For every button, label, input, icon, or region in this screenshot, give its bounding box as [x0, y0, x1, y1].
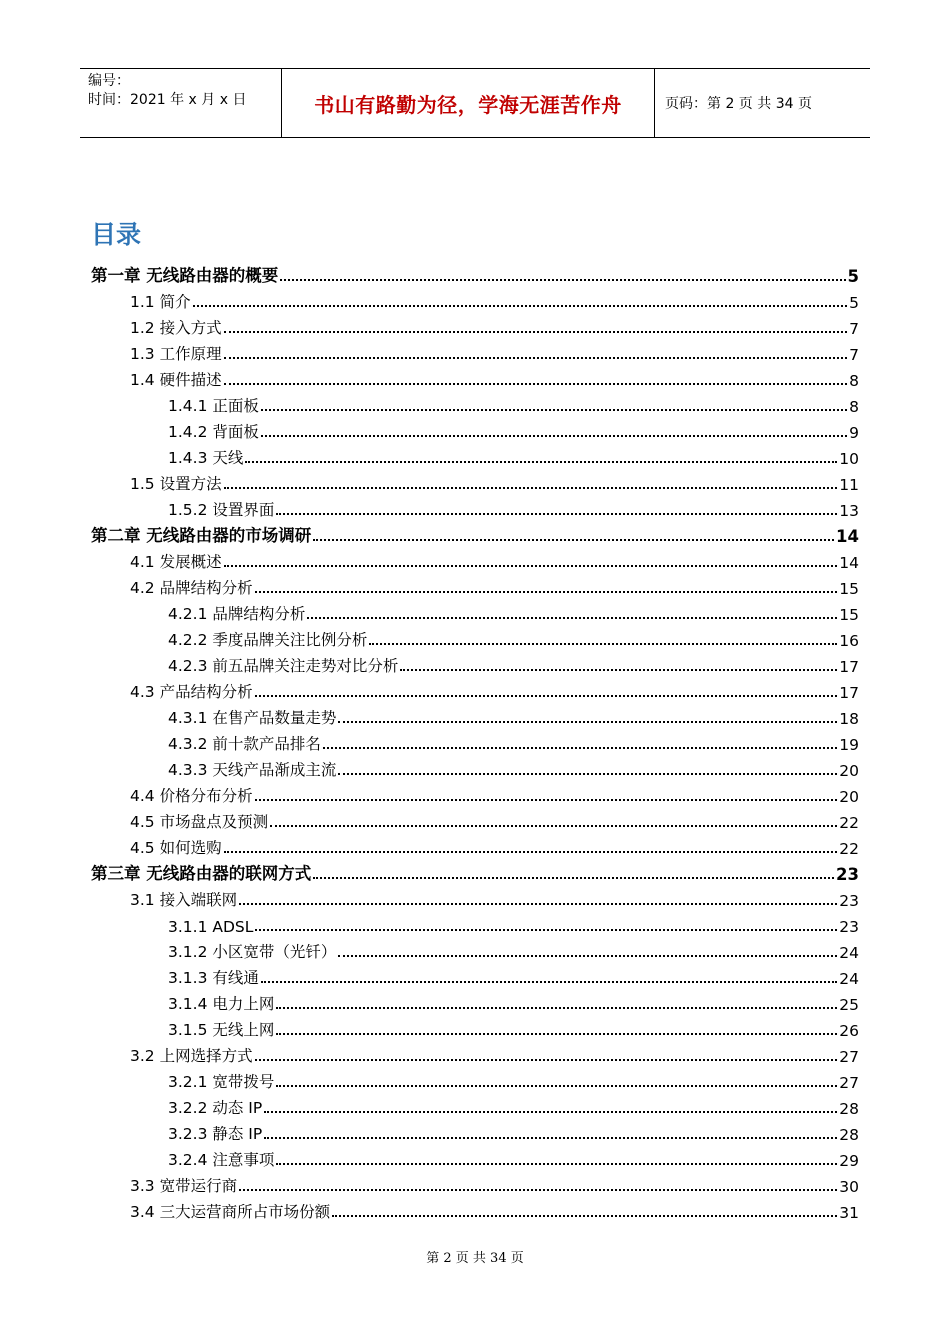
- toc-entry[interactable]: [91, 546, 859, 572]
- toc-entry[interactable]: [91, 572, 859, 598]
- toc-entry[interactable]: [91, 988, 859, 1014]
- toc-entry-page: 7: [849, 346, 859, 364]
- toc-entry[interactable]: [91, 754, 859, 780]
- toc-entry[interactable]: [91, 962, 859, 988]
- toc-dot-leader: [338, 773, 837, 775]
- toc-entry-page: 5: [847, 267, 859, 286]
- toc-entry-title: 4.3.3 天线产品渐成主流: [168, 761, 337, 779]
- toc-entry-page: 22: [839, 840, 859, 858]
- toc-entry-page: 26: [839, 1022, 859, 1040]
- toc-dot-leader: [338, 721, 837, 723]
- toc-dot-leader: [261, 435, 847, 437]
- toc-entry-page: 27: [839, 1074, 859, 1092]
- toc-entry[interactable]: [91, 780, 859, 806]
- toc-entry[interactable]: [91, 1014, 859, 1040]
- toc-entry-title: 1.4 硬件描述: [130, 371, 222, 389]
- toc-dot-leader: [224, 851, 838, 853]
- toc-entry-page: 22: [839, 814, 859, 832]
- toc-entry[interactable]: [91, 468, 859, 494]
- toc-entry[interactable]: [91, 1170, 859, 1196]
- toc-entry[interactable]: [91, 624, 859, 650]
- toc-entry-title: 1.4.2 背面板: [168, 423, 259, 441]
- toc-dot-leader: [270, 825, 837, 827]
- toc-dot-leader: [255, 695, 838, 697]
- toc-dot-leader: [239, 903, 837, 905]
- toc-dot-leader: [276, 1085, 837, 1087]
- toc-dot-leader: [307, 617, 837, 619]
- toc-dot-leader: [264, 1111, 837, 1113]
- toc-dot-leader: [193, 305, 848, 307]
- toc-dot-leader: [400, 669, 837, 671]
- toc-title: 目录: [91, 220, 142, 249]
- toc-entry[interactable]: [91, 728, 859, 754]
- toc-entry-page: 20: [839, 788, 859, 806]
- toc-dot-leader: [224, 357, 848, 359]
- toc-entry[interactable]: [91, 338, 859, 364]
- toc-entry-title: 1.2 接入方式: [130, 319, 222, 337]
- toc-entry[interactable]: [91, 364, 859, 390]
- toc-entry-page: 23: [839, 892, 859, 910]
- toc-entry-page: 11: [839, 476, 859, 494]
- toc-dot-leader: [280, 279, 845, 281]
- toc-entry-title: 3.1.4 电力上网: [168, 995, 275, 1013]
- toc-dot-leader: [313, 877, 834, 879]
- toc-entry-title: 3.2.1 宽带拨号: [168, 1073, 275, 1091]
- toc-entry-page: 14: [839, 554, 859, 572]
- toc-entry-title: 第三章 无线路由器的联网方式: [91, 864, 312, 883]
- toc-entry[interactable]: [91, 494, 859, 520]
- toc-dot-leader: [276, 1033, 837, 1035]
- toc-entry-page: 29: [839, 1152, 859, 1170]
- toc-entry[interactable]: [91, 702, 859, 728]
- toc-dot-leader: [255, 929, 837, 931]
- toc-entry-page: 23: [839, 918, 859, 936]
- toc-entry-page: 31: [839, 1204, 859, 1222]
- toc-entry-page: 16: [839, 632, 859, 650]
- toc-dot-leader: [224, 565, 838, 567]
- toc-entry-page: 9: [849, 424, 859, 442]
- toc-dot-leader: [276, 1163, 837, 1165]
- toc-dot-leader: [264, 1137, 837, 1139]
- toc-entry-page: 7: [849, 320, 859, 338]
- toc-entry-title: 1.1 简介: [130, 293, 191, 311]
- toc-entry-title: 1.5.2 设置界面: [168, 501, 275, 519]
- toc-entry-title: 第一章 无线路由器的概要: [91, 266, 279, 285]
- toc-dot-leader: [224, 383, 848, 385]
- toc-entry[interactable]: [91, 286, 859, 312]
- toc-dot-leader: [313, 539, 834, 541]
- toc-entry[interactable]: [91, 676, 859, 702]
- toc-entry-title: 第二章 无线路由器的市场调研: [91, 526, 312, 545]
- toc-entry[interactable]: [91, 416, 859, 442]
- toc-entry-title: 3.1 接入端联网: [130, 891, 238, 909]
- toc-entry[interactable]: [91, 936, 859, 962]
- toc-entry-title: 4.3 产品结构分析: [130, 683, 253, 701]
- toc-entry-page: 10: [839, 450, 859, 468]
- toc-dot-leader: [261, 409, 847, 411]
- toc-entry-page: 8: [849, 372, 859, 390]
- toc-entry[interactable]: [91, 1144, 859, 1170]
- toc-entry[interactable]: [91, 650, 859, 676]
- header-info-cell: [80, 69, 282, 137]
- toc-entry-page: 15: [839, 580, 859, 598]
- toc-entry-page: 15: [839, 606, 859, 624]
- toc-entry[interactable]: [91, 1118, 859, 1144]
- toc-entry-page: 8: [849, 398, 859, 416]
- toc-entry[interactable]: [91, 858, 859, 884]
- toc-entry-title: 3.1.1 ADSL: [168, 918, 254, 936]
- toc-dot-leader: [276, 513, 837, 515]
- toc-entry-title: 3.4 三大运营商所占市场份额: [130, 1203, 331, 1221]
- toc-entry-title: 4.1 发展概述: [130, 553, 222, 571]
- toc-entry-page: 30: [839, 1178, 859, 1196]
- toc-entry-title: 1.4.3 天线: [168, 449, 244, 467]
- toc-dot-leader: [255, 591, 838, 593]
- toc-dot-leader: [323, 747, 837, 749]
- toc-entry-page: 23: [836, 865, 859, 884]
- toc-entry-page: 13: [839, 502, 859, 520]
- toc-dot-leader: [332, 1215, 837, 1217]
- toc-dot-leader: [276, 1007, 837, 1009]
- page-footer: 第 2 页 共 34 页: [426, 1251, 524, 1266]
- header-page-label: 页码：第 2 页 共 34 页: [665, 96, 812, 112]
- toc-entry-title: 4.3.1 在售产品数量走势: [168, 709, 337, 727]
- toc-entry-title: 3.1.3 有线通: [168, 969, 259, 987]
- toc-entry[interactable]: [91, 884, 859, 910]
- toc-entry-title: 1.3 工作原理: [130, 345, 222, 363]
- toc-entry-title: 4.2.3 前五品牌关注走势对比分析: [168, 657, 399, 675]
- toc-entry[interactable]: [91, 312, 859, 338]
- toc-entry-title: 4.4 价格分布分析: [130, 787, 253, 805]
- page-header: [80, 68, 870, 138]
- toc-entry-title: 3.2.2 动态 IP: [168, 1099, 263, 1117]
- header-page-cell: [655, 69, 870, 137]
- toc-entry[interactable]: [91, 390, 859, 416]
- toc-entry-title: 3.2.4 注意事项: [168, 1151, 275, 1169]
- toc-entry[interactable]: [91, 260, 859, 286]
- toc-entry[interactable]: [91, 832, 859, 858]
- toc-entry-title: 3.2.3 静态 IP: [168, 1125, 263, 1143]
- toc-entry-title: 4.3.2 前十款产品排名: [168, 735, 321, 753]
- toc-dot-leader: [255, 799, 838, 801]
- toc-entry-page: 27: [839, 1048, 859, 1066]
- toc-entry[interactable]: [91, 1092, 859, 1118]
- toc-entry-page: 19: [839, 736, 859, 754]
- toc-dot-leader: [369, 643, 837, 645]
- toc-entry-title: 1.4.1 正面板: [168, 397, 259, 415]
- toc-entry-page: 24: [839, 970, 859, 988]
- toc-entry[interactable]: [91, 806, 859, 832]
- toc-entry-page: 17: [839, 658, 859, 676]
- toc-entry-title: 3.1.2 小区宽带（光钎）: [168, 943, 337, 961]
- toc-dot-leader: [245, 461, 837, 463]
- document-number-label: 编号：: [88, 73, 130, 89]
- toc-entry-page: 28: [839, 1126, 859, 1144]
- toc-dot-leader: [224, 331, 848, 333]
- toc-entry[interactable]: [91, 910, 859, 936]
- toc-dot-leader: [239, 1189, 837, 1191]
- toc-entry-page: 17: [839, 684, 859, 702]
- toc-entry-title: 4.5 市场盘点及预测: [130, 813, 269, 831]
- toc-entry-title: 4.5 如何选购: [130, 839, 222, 857]
- toc-entry[interactable]: [91, 520, 859, 546]
- toc-dot-leader: [261, 981, 837, 983]
- toc-dot-leader: [255, 1059, 838, 1061]
- toc-entry-title: 3.3 宽带运行商: [130, 1177, 238, 1195]
- toc-entry-title: 3.2 上网选择方式: [130, 1047, 253, 1065]
- toc-entry-title: 1.5 设置方法: [130, 475, 222, 493]
- toc-dot-leader: [224, 487, 838, 489]
- header-motto: 书山有路勤为径，学海无涯苦作舟: [314, 92, 622, 117]
- toc-entry-title: 4.2 品牌结构分析: [130, 579, 253, 597]
- toc-entry[interactable]: [91, 1040, 859, 1066]
- toc-entry-title: 4.2.2 季度品牌关注比例分析: [168, 631, 368, 649]
- toc-entry[interactable]: [91, 1066, 859, 1092]
- header-motto-cell: [282, 69, 655, 137]
- toc-entry[interactable]: [91, 442, 859, 468]
- toc-entry-page: 25: [839, 996, 859, 1014]
- document-date-label: 时间：2021 年 x 月 x 日: [88, 92, 247, 108]
- toc-dot-leader: [338, 955, 837, 957]
- toc-entry-page: 24: [839, 944, 859, 962]
- table-of-contents: [91, 260, 859, 1222]
- toc-entry[interactable]: [91, 598, 859, 624]
- toc-entry-title: 4.2.1 品牌结构分析: [168, 605, 306, 623]
- toc-entry-page: 5: [849, 294, 859, 312]
- toc-entry-page: 20: [839, 762, 859, 780]
- toc-entry-page: 18: [839, 710, 859, 728]
- toc-entry[interactable]: [91, 1196, 859, 1222]
- toc-entry-page: 14: [836, 527, 859, 546]
- toc-entry-title: 3.1.5 无线上网: [168, 1021, 275, 1039]
- toc-entry-page: 28: [839, 1100, 859, 1118]
